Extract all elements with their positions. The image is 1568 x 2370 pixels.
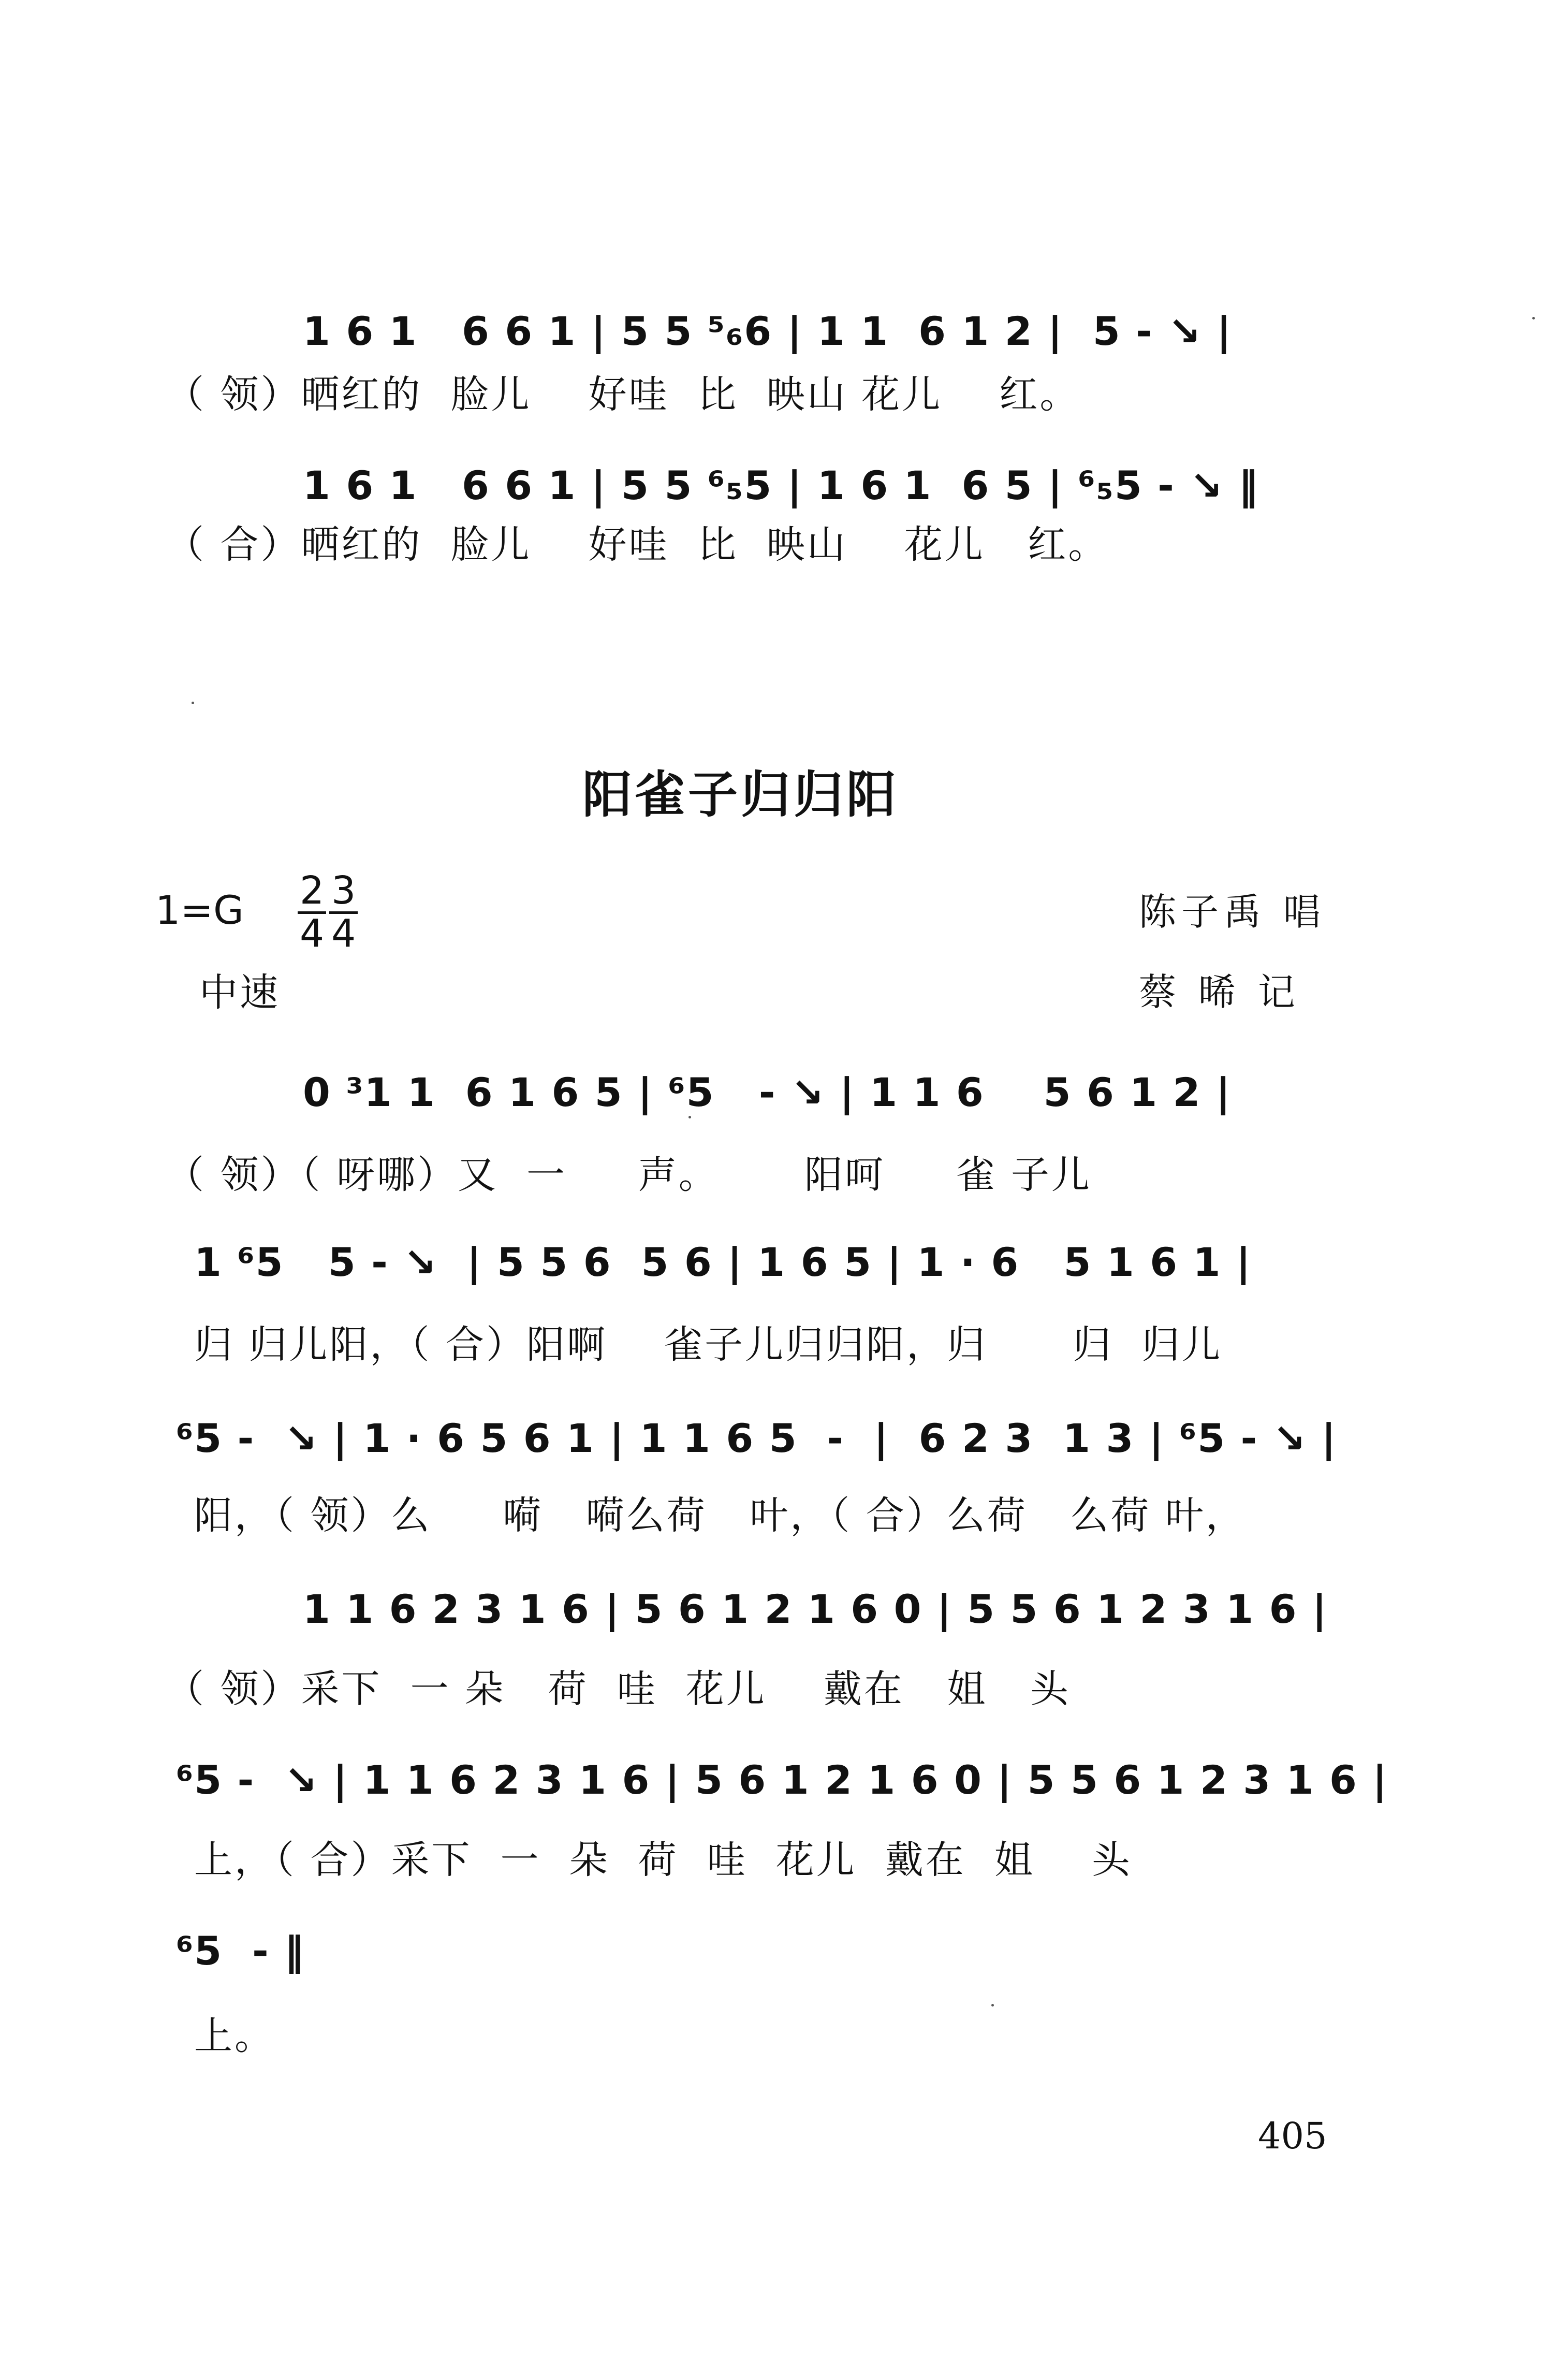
- page-number: 405: [1258, 2115, 1327, 2157]
- lyrics-line: （ 领）晒红的 脸儿 好哇 比 映山 花儿 红。: [166, 372, 1080, 417]
- scan-speck: [1532, 317, 1535, 319]
- scan-speck: [688, 1116, 691, 1118]
- notation-line: ⁶5 - ‖: [176, 1928, 305, 1974]
- lyrics-line: （ 领）（ 呀哪）又 一 声。 阳呵 雀 子儿: [166, 1153, 1092, 1197]
- notation-line: 1 6 1 6 6 1 | 5 5 ⁶₅5 | 1 6 1 6 5 | ⁶₅5 - ↘ ‖: [303, 462, 1259, 508]
- notation-line: 0 ³1 1 6 1 6 5 | ⁶5 - ↘ | 1 1 6 5 6 1 2 |: [303, 1069, 1232, 1115]
- tempo-marking: 中速: [199, 970, 280, 1015]
- notation-line: ⁶5 - ↘ | 1 · 6 5 6 1 | 1 1 6 5 - | 6 2 3 1 3 | ⁶5 - ↘ |: [176, 1415, 1337, 1461]
- key-signature: 1=G: [155, 887, 244, 933]
- scan-speck: [192, 702, 194, 704]
- song-title: 阳雀子归归阳: [582, 766, 899, 824]
- lyrics-line: 阳，（ 领）么 嗬 嗬么荷 叶，（ 合）么荷 么荷 叶，: [194, 1493, 1246, 1538]
- lyrics-line: （ 合）晒红的 脸儿 好哇 比 映山 花儿 红。: [166, 522, 1109, 567]
- notation-line: 1 ⁶5 5 - ↘ | 5 5 6 5 6 | 1 6 5 | 1 · 6 5 1 6 1 |: [194, 1239, 1252, 1285]
- scan-speck: [991, 2004, 994, 2006]
- notation-line: 1 6 1 6 6 1 | 5 5 ⁵₆6 | 1 1 6 1 2 | 5 - ↘ |: [303, 308, 1233, 354]
- lyrics-line: 归 归儿阳，（ 合）阳啊 雀子儿归归阳，归 归 归儿: [194, 1322, 1223, 1367]
- lyrics-line: 上。: [194, 2014, 275, 2058]
- singer-credit: 陈子禹 唱: [1139, 890, 1326, 934]
- lyrics-line: （ 领）采下 一 朵 荷 哇 花儿 戴在 姐 头: [166, 1667, 1071, 1711]
- notation-line: 1 1 6 2 3 1 6 | 5 6 1 2 1 6 0 | 5 5 6 1 2 3 1 6 |: [303, 1586, 1328, 1632]
- recorder-credit: 蔡 晞 记: [1139, 970, 1300, 1014]
- notation-line: ⁶5 - ↘ | 1 1 6 2 3 1 6 | 5 6 1 2 1 6 0 | 5 5 6 1 2 3 1 6 |: [176, 1757, 1388, 1803]
- time-signature: $\frac{2}{4}$: [298, 871, 326, 954]
- lyrics-line: 上，（ 合）采下 一 朵 荷 哇 花儿 戴在 姐 头: [194, 1838, 1132, 1882]
- time-signature: $\frac{3}{4}$: [329, 871, 358, 954]
- time-signatures: [298, 868, 358, 956]
